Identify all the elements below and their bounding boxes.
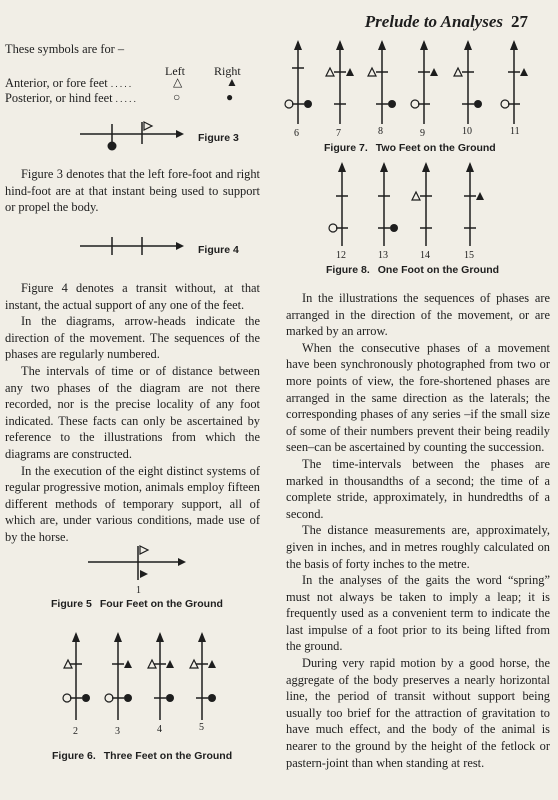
- right-paragraph-1: In the illustrations the sequences of phases are arranged in the direction of the movement, or are marked by an arrow.: [286, 291, 550, 339]
- figure-6-phase-number: 5: [199, 722, 204, 733]
- right-paragraph-6: During very rapid motion by a good horse, the aggregate of the body preserves a nearly horizontal line, the period of transit without support being usually too brief for the attraction of gravitation to have much effect, and the body of the animal is nearer to the ground by the height of the fetlock or pastern-joint than when standing at rest.: [286, 656, 550, 770]
- legend-posterior-label: Posterior, or hind feet: [5, 91, 113, 105]
- figure-5-phase-number: 1: [136, 585, 141, 596]
- anterior-left-symbol: △: [173, 75, 183, 89]
- figure-7: [284, 38, 554, 158]
- legend-posterior-row: [5, 91, 136, 106]
- figure-8-phase-number: 12: [336, 250, 346, 261]
- right-paragraph-5: In the analyses of the gaits the word “spring” must not always be taken to imply a leap; it is frequently used as a convenient term to indicate the last impulse of a foot prior to its being lifted from the ground.: [286, 573, 550, 654]
- figure-8-diagram: [320, 160, 500, 252]
- figure-7-phase-number: 7: [336, 128, 341, 139]
- figure-7-title: Two Feet on the Ground: [375, 142, 496, 154]
- figure-3-label: Figure 3: [198, 132, 239, 144]
- figure-5-title: Four Feet on the Ground: [99, 598, 223, 610]
- figure-6-phase-number: 4: [157, 724, 162, 735]
- figure-4-label: Figure 4: [198, 244, 239, 256]
- right-paragraph-4: The distance measurements are, approximately, given in inches, and in metres roughly calculated on the basis of forty inches to the metre.: [286, 523, 550, 571]
- left-paragraph-4: The intervals of time or of distance between any two phases of the diagram are not there recorded, nor is the precise locality of any foot indicated. These facts can only be ascertained by reference to the illustrations from which the diagrams are constructed.: [5, 363, 260, 461]
- posterior-right-symbol: ●: [226, 90, 234, 104]
- figure-7-phase-number: 11: [510, 126, 520, 137]
- page-number: 27: [511, 12, 528, 31]
- figure-4: [80, 232, 260, 262]
- figure-8-phase-number: 13: [378, 250, 388, 261]
- running-head-title: Prelude to Analyses: [364, 12, 503, 31]
- figure-5-label: Figure 5: [51, 598, 92, 610]
- legend-dots: . . . . .: [110, 79, 132, 89]
- left-paragraph-3: In the diagrams, arrow-heads indicate the direction of the movement. The sequences of the phases are regularly numbered.: [5, 314, 260, 362]
- legend-anterior-label: Anterior, or fore feet: [5, 76, 108, 90]
- figure-8-phase-number: 14: [420, 250, 430, 261]
- figure-6-caption: [52, 750, 232, 762]
- figure-5-diagram: [80, 540, 240, 590]
- figure-6-phase-number: 2: [73, 726, 78, 737]
- figure-7-phase-number: 8: [378, 126, 383, 137]
- right-paragraph-3: The time-intervals between the phases are marked in thousandths of a second; the time of a complete stride, approximately, in hundredths of a second.: [286, 456, 550, 521]
- figure-5-caption: [51, 598, 223, 610]
- figure-7-diagram: [284, 38, 544, 130]
- figure-6-phase-number: 3: [115, 726, 120, 737]
- posterior-left-symbol: ○: [173, 90, 181, 104]
- right-body-text: [286, 290, 550, 771]
- legend-right-header: Right: [214, 64, 241, 78]
- legend-dots: . . . . .: [115, 94, 136, 104]
- figure-8-label: Figure 8.: [326, 264, 370, 276]
- left-paragraph-1: Figure 3 denotes that the left fore-foot and right hind-foot are at that instant being used to support or propel the body.: [5, 167, 260, 215]
- left-paragraph-5: In the execution of the eight distinct systems of regular progressive motion, animals employ fifteen different methods of temporary support, all of which are, under various conditions, made use of by the horse.: [5, 463, 260, 544]
- figure-6-title: Three Feet on the Ground: [103, 750, 233, 762]
- figure-8-caption: [326, 264, 499, 276]
- figure-7-phase-number: 9: [420, 128, 425, 139]
- figure-3-diagram: [80, 118, 190, 158]
- running-head: [365, 12, 528, 32]
- figure-5: [40, 540, 260, 620]
- figure-6: [40, 630, 270, 770]
- figure-7-caption: [324, 142, 496, 154]
- figure-6-label: Figure 6.: [52, 750, 96, 762]
- left-body-text: [5, 280, 260, 546]
- figure-8-phase-number: 15: [464, 250, 474, 261]
- left-column: [5, 40, 265, 105]
- figure-7-phase-number: 10: [462, 126, 472, 137]
- left-paragraph-2: Figure 4 denotes a transit without, at that instant, the actual support of any one of the feet.: [5, 281, 260, 312]
- figure-3: [80, 118, 260, 158]
- legend-anterior-row: [5, 76, 131, 91]
- figure-7-phase-number: 6: [294, 128, 299, 139]
- symbol-legend: [5, 40, 265, 105]
- legend-left-header: Left: [165, 64, 185, 78]
- right-paragraph-2: When the consecutive phases of a movement have been synchronously photographed from two or more points of view, the fore-shortened phases are arranged in the same direction as the laterals; the corresponding phases of any series –if the small size of some of their numbers prevent their being readily seen–can be ascertained by counting the succession.: [286, 340, 550, 455]
- figure-8: [320, 160, 540, 280]
- anterior-right-symbol: ▲: [226, 75, 238, 89]
- legend-intro: These symbols are for –: [5, 42, 125, 56]
- figure-8-title: One Foot on the Ground: [377, 264, 500, 276]
- figure-7-label: Figure 7.: [324, 142, 368, 154]
- figure-4-diagram: [80, 232, 190, 262]
